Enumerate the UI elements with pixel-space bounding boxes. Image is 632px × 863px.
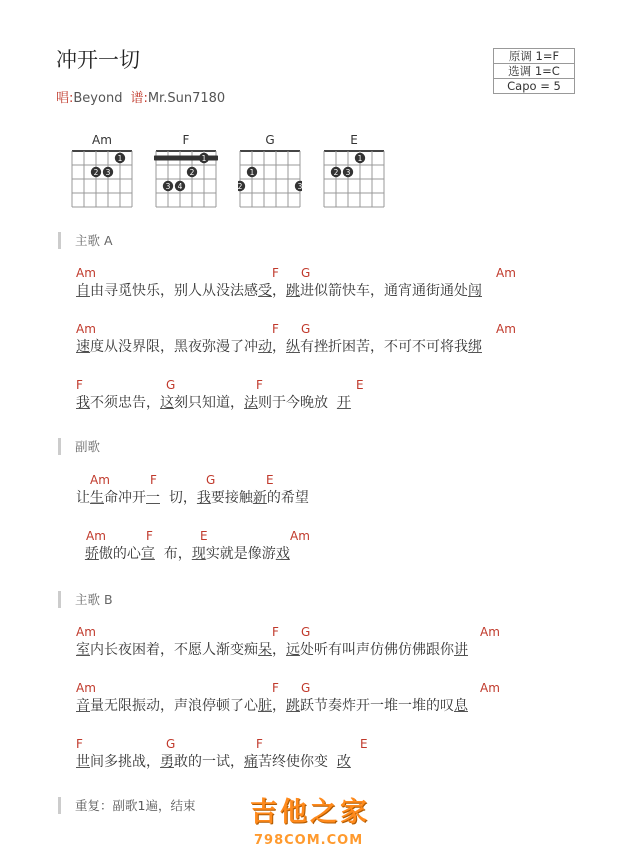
selected-key: 选调 1=C bbox=[494, 64, 574, 79]
lyric-text: 跃节奏炸开一堆一堆的叹 bbox=[300, 698, 454, 714]
lyric-chord-syllable: 我 bbox=[76, 395, 90, 411]
lyric-text: 有挫折困苦，不可不可将我 bbox=[300, 339, 468, 355]
chord-label[interactable]: G bbox=[301, 266, 311, 280]
chord-label[interactable]: Am bbox=[76, 681, 96, 695]
chord-label[interactable]: Am bbox=[496, 266, 516, 280]
song-credits bbox=[56, 87, 225, 106]
lyric-chord-syllable: 跳 bbox=[286, 283, 300, 299]
lyric-text: 内长夜困着，不愿人渐变痴 bbox=[90, 642, 258, 658]
chord-grid bbox=[70, 147, 134, 223]
lyric-line bbox=[76, 487, 309, 507]
chord-label[interactable]: E bbox=[360, 737, 368, 751]
watermark-domain: 798COM.COM bbox=[254, 833, 364, 848]
finger-number: 2 bbox=[93, 168, 99, 177]
lyric-chord-syllable: 讲 bbox=[454, 642, 468, 658]
lyric-chord-syllable: 这 bbox=[160, 395, 174, 411]
lyric-chord-syllable: 现 bbox=[191, 546, 206, 562]
chord-diagram-name: G bbox=[265, 133, 275, 147]
lyric-chord-syllable: 生 bbox=[90, 490, 104, 506]
chord-label[interactable]: F bbox=[272, 266, 279, 280]
section-verse-a: 主歌 A bbox=[58, 232, 113, 249]
chord-label[interactable]: F bbox=[256, 737, 263, 751]
chord-label[interactable]: F bbox=[272, 625, 279, 639]
finger-number: 3 bbox=[105, 168, 111, 177]
lyric-chord-syllable: 痛 bbox=[244, 754, 258, 770]
lyric-text: ， bbox=[272, 339, 286, 355]
lyric-line bbox=[76, 695, 468, 715]
lyric-line bbox=[76, 280, 482, 300]
arranger-name[interactable]: Mr.Sun7180 bbox=[147, 91, 226, 106]
watermark-brand: 吉他之家 bbox=[250, 797, 370, 828]
lyric-chord-syllable: 开 bbox=[336, 395, 351, 411]
lyric-chord-syllable: 跳 bbox=[286, 698, 300, 714]
lyric-text: 则于今晚放 bbox=[258, 395, 337, 411]
lyric-chord-syllable: 音 bbox=[76, 698, 90, 714]
chord-label[interactable]: F bbox=[76, 737, 83, 751]
lyric-text: ， bbox=[272, 283, 286, 299]
lyric-text: 切， bbox=[160, 490, 197, 506]
finger-number: 2 bbox=[189, 168, 195, 177]
lyric-line bbox=[76, 639, 468, 659]
lyric-text: 度从没界限，黑夜弥漫了冲 bbox=[90, 339, 258, 355]
chord-label[interactable]: Am bbox=[90, 473, 110, 487]
chord-label[interactable]: Am bbox=[480, 681, 500, 695]
chord-label[interactable]: Am bbox=[496, 322, 516, 336]
chord-label[interactable]: G bbox=[301, 625, 311, 639]
lyric-chord-syllable: 纵 bbox=[286, 339, 300, 355]
chord-label[interactable]: F bbox=[272, 681, 279, 695]
lyric-chord-syllable: 闯 bbox=[468, 283, 482, 299]
chord-grid bbox=[154, 147, 218, 223]
arranger-label: 谱: bbox=[130, 91, 148, 106]
singer-label: 唱: bbox=[56, 91, 74, 106]
lyric-text: 的希望 bbox=[266, 490, 309, 506]
lyric-text: 傲的心 bbox=[98, 546, 141, 562]
chord-label[interactable]: E bbox=[200, 529, 208, 543]
lyric-chord-syllable: 世 bbox=[76, 754, 90, 770]
finger-number: 1 bbox=[249, 168, 255, 177]
lyric-chord-syllable: 戏 bbox=[275, 546, 290, 562]
finger-number: 2 bbox=[238, 182, 243, 191]
chord-label[interactable]: Am bbox=[76, 266, 96, 280]
lyric-text bbox=[76, 546, 85, 562]
finger-number: 1 bbox=[357, 154, 363, 163]
lyric-text: 敢的一试， bbox=[174, 754, 244, 770]
key-info-box bbox=[493, 48, 575, 94]
chord-diagram-name: E bbox=[350, 133, 358, 147]
lyric-chord-syllable: 自 bbox=[76, 283, 90, 299]
section-verse-b: 主歌 B bbox=[58, 591, 113, 608]
lyric-line bbox=[76, 336, 482, 356]
chord-label[interactable]: G bbox=[301, 681, 311, 695]
lyric-chord-syllable: 新 bbox=[252, 490, 267, 506]
lyric-chord-syllable: 速 bbox=[76, 339, 90, 355]
lyric-text: 让 bbox=[76, 490, 90, 506]
chord-label[interactable]: E bbox=[266, 473, 274, 487]
song-title: 冲开一切 bbox=[56, 48, 140, 72]
chord-label[interactable]: E bbox=[356, 378, 364, 392]
lyric-line bbox=[76, 543, 290, 563]
lyric-text: 不须忠告， bbox=[90, 395, 160, 411]
lyric-text: 刻只知道， bbox=[174, 395, 244, 411]
lyric-chord-syllable: 法 bbox=[244, 395, 258, 411]
lyric-text: 命冲开 bbox=[104, 490, 146, 506]
repeat-note: 重复：副歌1遍，结束 bbox=[58, 797, 195, 814]
lyric-text: 要接触 bbox=[210, 490, 253, 506]
lyric-text: 实就是像游 bbox=[205, 546, 276, 562]
lyric-chord-syllable: 受 bbox=[258, 283, 272, 299]
chord-grid bbox=[322, 147, 386, 223]
lyric-chord-syllable: 息 bbox=[454, 698, 468, 714]
original-key: 原调 1=F bbox=[494, 49, 574, 64]
lyric-line bbox=[76, 751, 351, 771]
lyric-text: 由寻觅快乐，别人从没法感 bbox=[90, 283, 258, 299]
chord-label[interactable]: Am bbox=[86, 529, 106, 543]
chord-diagram-name: F bbox=[182, 133, 190, 147]
section-chorus: 副歌 bbox=[58, 438, 100, 455]
finger-number: 4 bbox=[177, 182, 183, 191]
finger-number: 3 bbox=[297, 182, 302, 191]
chord-label[interactable]: Am bbox=[290, 529, 310, 543]
lyric-text: 量无限振动，声浪停顿了心 bbox=[90, 698, 258, 714]
finger-number: 2 bbox=[333, 168, 339, 177]
chord-label[interactable]: F bbox=[272, 322, 279, 336]
chord-grid bbox=[238, 147, 302, 223]
finger-number: 3 bbox=[165, 182, 171, 191]
lyric-line bbox=[76, 392, 351, 412]
lyric-chord-syllable: 我 bbox=[196, 490, 211, 506]
chord-label[interactable]: G bbox=[301, 322, 311, 336]
lyric-chord-syllable: 勇 bbox=[160, 754, 174, 770]
lyric-chord-syllable: 一 bbox=[146, 490, 160, 506]
chord-label[interactable]: Am bbox=[76, 322, 96, 336]
lyric-chord-syllable: 骄 bbox=[84, 546, 99, 562]
chord-label[interactable]: F bbox=[256, 378, 263, 392]
lyric-text: 布， bbox=[154, 546, 192, 562]
lyric-chord-syllable: 呆 bbox=[258, 642, 272, 658]
lyric-text: 间多挑战， bbox=[90, 754, 160, 770]
lyric-text: 进似箭快车，通宵通街通处 bbox=[300, 283, 468, 299]
chord-label[interactable]: G bbox=[166, 737, 176, 751]
lyric-chord-syllable: 动 bbox=[258, 339, 272, 355]
finger-number: 1 bbox=[201, 154, 207, 163]
finger-number: 1 bbox=[117, 154, 123, 163]
lyric-chord-syllable: 绑 bbox=[468, 339, 482, 355]
lyric-chord-syllable: 远 bbox=[286, 642, 300, 658]
singer-name[interactable]: Beyond bbox=[73, 91, 123, 106]
lyric-chord-syllable: 改 bbox=[336, 754, 351, 770]
lyric-chord-syllable: 室 bbox=[76, 642, 90, 658]
chord-label[interactable]: F bbox=[146, 529, 153, 543]
lyric-text: ， bbox=[272, 642, 286, 658]
chord-label[interactable]: G bbox=[166, 378, 176, 392]
lyric-chord-syllable: 宣 bbox=[140, 546, 155, 562]
capo-info: Capo = 5 bbox=[507, 79, 561, 93]
chord-label[interactable]: F bbox=[150, 473, 157, 487]
lyric-text: 苦终使你变 bbox=[258, 754, 337, 770]
chord-diagram-name: Am bbox=[92, 133, 112, 147]
lyric-text: ， bbox=[272, 698, 286, 714]
finger-number: 3 bbox=[345, 168, 351, 177]
chord-label[interactable]: F bbox=[76, 378, 83, 392]
lyric-text: 处听有叫声仿佛仿佛跟你 bbox=[300, 642, 454, 658]
chord-label[interactable]: Am bbox=[76, 625, 96, 639]
chord-label[interactable]: G bbox=[206, 473, 216, 487]
lyric-chord-syllable: 脏 bbox=[258, 698, 272, 714]
chord-label[interactable]: Am bbox=[480, 625, 500, 639]
